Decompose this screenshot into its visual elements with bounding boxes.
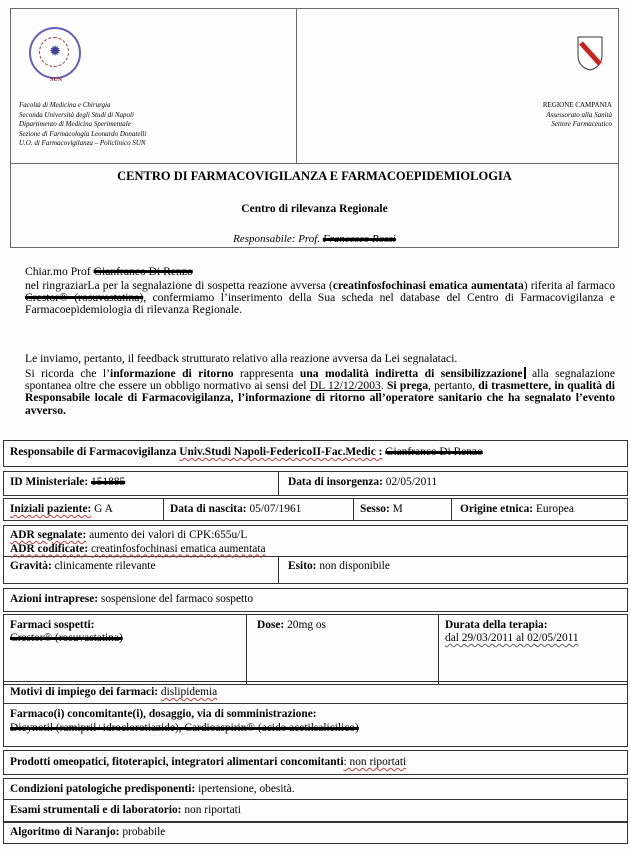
institution-cell	[11, 9, 297, 163]
data-nascita-value: 05/07/1961	[249, 503, 302, 515]
region-line: Assessorato alla Sanità	[546, 110, 612, 119]
responsabile-field-value: Univ.Studi Napoli-FedericoII-Fac.Medic :	[179, 446, 383, 458]
data-insorgenza-value: 02/05/2011	[385, 476, 438, 488]
paragraph-1: nel ringraziarLa per la segnalazione di sospetta reazione avversa (creatinfosfochinasi ematica aumentata) riferita al farmaco Crestor® (rosuvastatina), confermiamo l’inserimento della Sua scheda nel database del Centro di Farmacovigilanza e Farmacoepidemiologia di rilevanza Regionale.	[25, 279, 616, 317]
esito-value: non disponibile	[319, 560, 390, 572]
region-line: Settore Farmaceutico	[551, 120, 612, 128]
institution-line: U.O. di Farmacovigilanza – Policlinico SUN	[19, 139, 146, 147]
adr-segnalate-value: aumento dei valori di CPK:655u/L	[89, 529, 248, 541]
gravita-label: Gravità:	[10, 560, 52, 572]
farmaci-sospetti-label: Farmaci sospetti:	[10, 619, 95, 631]
sesso-value: M	[392, 503, 403, 515]
paragraph-2: Le inviamo, pertanto, il feedback strutturato relativo alla reazione avversa da Lei segnalataci.	[25, 352, 458, 365]
seal-caption: SUN	[49, 77, 62, 83]
esito-label: Esito:	[288, 560, 317, 572]
azioni-value: sospensione del farmaco sospetto	[100, 593, 254, 605]
naranjo-value: probabile	[122, 826, 166, 838]
motivi-value: dislipidemia	[160, 686, 218, 698]
omeopatici-value: : non riportati	[343, 756, 407, 768]
institution-lines	[19, 101, 146, 149]
id-label: ID Ministeriale:	[10, 476, 89, 488]
responsabile-label: Responsabile: Prof.	[233, 233, 321, 245]
row-naranjo	[3, 822, 628, 844]
row-id	[3, 471, 628, 496]
id-value-redacted: 151885	[91, 476, 126, 488]
salutation	[25, 266, 615, 278]
esami-label: Esami strumentali e di laboratorio:	[10, 804, 182, 816]
center-subtitle: Centro di rilevanza Regionale	[241, 203, 388, 215]
row-farmaci	[3, 614, 628, 685]
row-omeopatici	[3, 750, 628, 775]
esami-value: non riportati	[184, 804, 241, 816]
reaction-name: creatinfosfochinasi ematica aumentata	[332, 279, 524, 292]
sesso-label: Sesso:	[360, 503, 390, 515]
row-gravita	[3, 557, 628, 584]
responsabile-line	[11, 233, 618, 245]
adr-segnalate-label: ADR segnalate:	[10, 529, 87, 541]
row-condizioni	[3, 778, 628, 800]
iniziali-label: Iniziali paziente:	[10, 503, 92, 515]
condizioni-value: ipertensione, obesità.	[198, 783, 295, 795]
row-esami	[3, 800, 628, 822]
concomitanti-label: Farmaco(i) concomitante(i), dosaggio, via di somministrazione:	[10, 708, 317, 720]
durata-value: dal 29/03/2011 al 02/05/2011	[445, 632, 579, 644]
responsabile-name-redacted: Francesco Rossi	[322, 233, 396, 245]
origine-etnica-label: Origine etnica:	[460, 503, 534, 515]
gravita-value: clinicamente rilevante	[54, 560, 156, 572]
concomitanti-value-redacted: Dicynotil (ramipril+idroclorotiazide), Cardioaspirin® (acido acetilsalicilico)	[10, 722, 359, 734]
dose-value: 20mg os	[287, 619, 326, 631]
row-adr	[3, 525, 628, 557]
condizioni-label: Condizioni patologiche predisponenti:	[10, 783, 196, 795]
motivi-label: Motivi di impiego dei farmaci:	[10, 686, 159, 698]
row-concomitanti	[3, 703, 628, 747]
row-azioni	[3, 588, 628, 612]
adr-codificate-label: ADR codificate:	[10, 542, 89, 555]
salutation-prefix: Chiar.mo Prof	[25, 265, 91, 278]
paragraph-3: Si ricorda che l’informazione di ritorno rappresenta una modalità indiretta di sensibilizzazione alla segnalazione spontanea oltre che essere un obbligo normativo ai sensi del DL 12/12/2003. Si prega, pertanto, di trasmettere, in qualità di Responsabile locale di Farmacovigilanza, l’informazione di ritorno all’operatore sanitario che ha segnalato l’evento avverso.	[25, 367, 615, 417]
responsabile-field-label: Responsabile di Farmacovigilanza	[10, 446, 177, 458]
institution-line: Seconda Università degli Studi di Napoli	[19, 110, 134, 119]
institution-line: Sezione di Farmacologia Leonardo Donatelli	[19, 129, 147, 138]
data-nascita-label: Data di nascita:	[170, 503, 247, 515]
omeopatici-label: Prodotti omeopatici, fitoterapici, integratori alimentari concomitanti	[10, 756, 344, 768]
letterhead	[10, 8, 619, 248]
responsabile-field-name-redacted: Gianfranco Di Renzo	[385, 446, 483, 458]
dose-label: Dose:	[257, 619, 285, 631]
regione-campania-shield-icon	[576, 35, 604, 71]
university-seal-icon: ✹	[29, 27, 81, 79]
farmaci-sospetti-value-redacted: Crestor® (rosuvastatina)	[10, 632, 123, 644]
institution-line: Facoltà di Medicina e Chirurgia	[19, 101, 111, 109]
center-title: CENTRO DI FARMACOVIGILANZA E FARMACOEPIDEMIOLOGIA	[117, 169, 512, 183]
row-motivi	[3, 681, 628, 704]
iniziali-value: G A	[94, 503, 113, 515]
naranjo-label: Algoritmo di Naranjo:	[10, 826, 120, 838]
durata-label: Durata della terapia:	[445, 619, 548, 631]
data-insorgenza-label: Data di insorgenza:	[288, 476, 383, 488]
azioni-label: Azioni intraprese:	[10, 593, 99, 605]
institution-line: Dipartimento di Medicina Sperimentale	[19, 120, 131, 128]
salutation-name-redacted: Gianfranco Di Renzo	[93, 265, 193, 278]
region-lines	[543, 101, 612, 130]
drug-name-redacted: Crestor® (rosuvastatina)	[25, 291, 144, 305]
adr-codificate-value: creatinfosfochinasi ematica aumentata	[91, 542, 266, 555]
row-responsabile	[3, 440, 628, 467]
feedback-form	[3, 440, 628, 844]
region-cell	[297, 9, 618, 163]
origine-etnica-value: Europea	[535, 503, 574, 515]
row-patient	[3, 498, 628, 521]
region-line: REGIONE CAMPANIA	[542, 101, 612, 109]
